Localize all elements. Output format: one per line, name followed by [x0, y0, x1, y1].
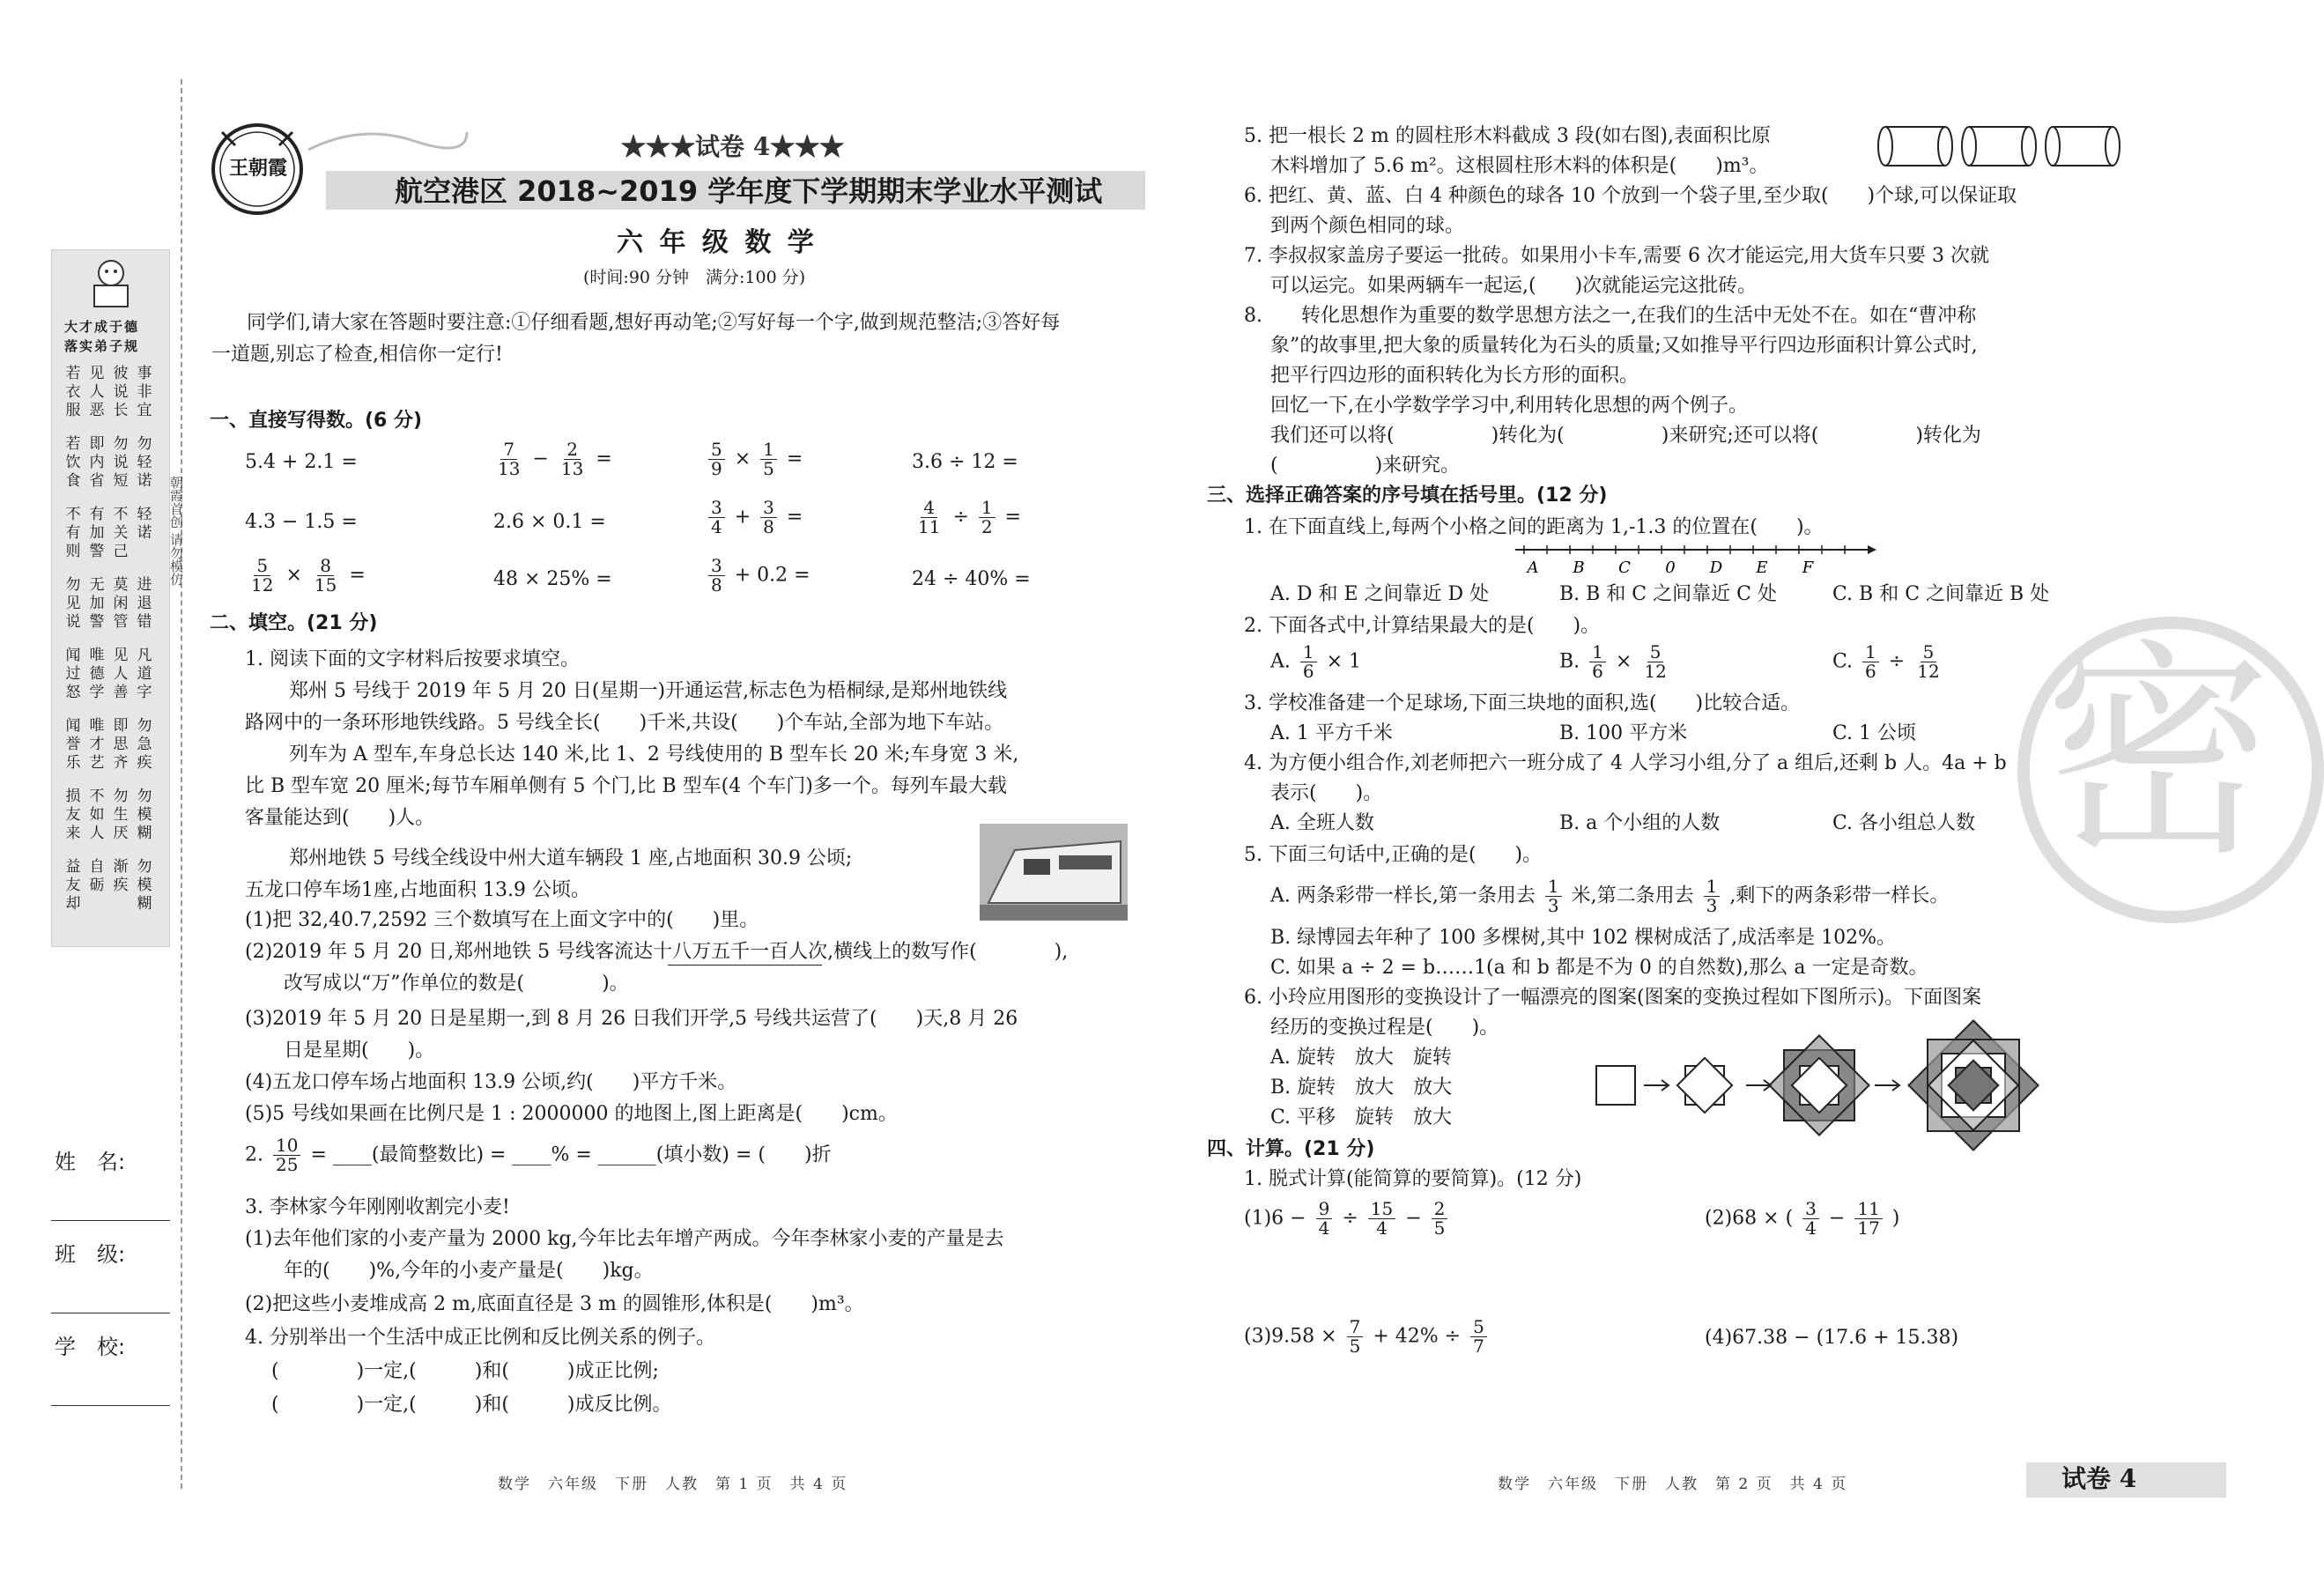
q8-l6: ( )来研究。	[1270, 455, 1461, 477]
c1-c: C. B 和 C 之间靠近 B 处	[1832, 583, 2050, 605]
paper-badge: ★★★试卷 4★★★	[621, 132, 845, 161]
number-line-label: D	[1709, 559, 1723, 577]
c3-a: A. 1 平方千米	[1270, 722, 1393, 744]
motto-column: 莫闲管	[113, 576, 129, 631]
q7-l2: 可以运完。如果两辆车一起运,( )次就能运完这批砖。	[1270, 275, 1758, 297]
q1-p3-l2: 五龙口停车场1座,占地面积 13.9 公顷。	[245, 879, 590, 901]
motto-column: 勿说短	[113, 435, 129, 490]
expr-1: (1)6 − $\frac{9}{4}$ ÷ $\frac{15}{4}$ − $\frac{2}{5}$	[1244, 1200, 1451, 1238]
motto-column: 无加警	[89, 576, 105, 631]
motto-column: 勿轻诺	[137, 435, 152, 490]
ribbon	[308, 123, 467, 159]
section3-title: 三、选择正确答案的序号填在括号里。(12 分)	[1207, 485, 1608, 507]
motto-sidebar	[51, 249, 170, 947]
motto-column: 唯才艺	[89, 717, 105, 772]
q1-p1-l2: 路网中的一条环形地铁线路。5 号线全长( )千米,共设( )个车站,全部为地下车站。	[245, 712, 1004, 734]
q1-p3-l1: 郑州地铁 5 号线全线设中州大道车辆段 1 座,占地面积 30.9 公顷;	[289, 847, 853, 869]
calc-1-1: 5.4 + 2.1 =	[245, 451, 358, 473]
expr-4: (4)67.38 − (17.6 + 15.38)	[1705, 1327, 1959, 1349]
q3-1-l1: (1)去年他们家的小麦产量为 2000 kg,今年比去年增产两成。今年李林家小麦的产量是去	[245, 1228, 1004, 1250]
q8-l1: 8. 转化思想作为重要的数学思想方法之一,在我们的生活中无处不在。如在“曹冲称	[1244, 305, 1977, 327]
q6-l1: 6. 把红、黄、蓝、白 4 种颜色的球各 10 个放到一个袋子里,至少取( )个球,可以保证取	[1244, 185, 2017, 207]
calc-2-4: $\frac{4}{11}$ ÷ $\frac{1}{2}$ =	[918, 497, 1022, 537]
c1-b: B. B 和 C 之间靠近 C 处	[1559, 583, 1777, 605]
number-line-label: E	[1756, 559, 1768, 577]
c6-a: A. 旋转 放大 旋转	[1270, 1047, 1452, 1069]
q1-intro: 1. 阅读下面的文字材料后按要求填空。	[245, 648, 580, 670]
q1-s2-l1: (2)2019 年 5 月 20 日,郑州地铁 5 号线客流达十八万五千一百人次,横线上的数写作( ),	[245, 941, 1069, 963]
motto-column: 见人善	[113, 647, 129, 701]
motto-column: 彼说长	[113, 365, 129, 419]
c4-a: A. 全班人数	[1270, 812, 1374, 834]
calc-3-3: $\frac{3}{8}$ + 0.2 =	[705, 557, 810, 595]
exam-title: 航空港区 2018~2019 学年度下学期期末学业水平测试	[395, 174, 1103, 208]
q2: 2. $\frac{10}{25}$ = ____(最简整数比) = ____% = ______(填小数) = ( )折	[245, 1135, 832, 1175]
q5-l1: 5. 把一根长 2 m 的圆柱形木料截成 3 段(如右图),表面积比原	[1244, 125, 1771, 147]
binding-line	[181, 79, 182, 1489]
q8-l2: 象”的故事里,把大象的质量转化为石头的质量;又如推导平行四边形面积计算公式时,	[1270, 335, 1978, 357]
c6-l2: 经历的变换过程是( )。	[1270, 1017, 1499, 1039]
motto-column: 若饮食	[65, 435, 81, 490]
motto-column: 不如人	[89, 788, 105, 842]
k1: 1. 脱式计算(能简算的要简算)。(12 分)	[1244, 1168, 1582, 1190]
c3: 3. 学校准备建一个足球场,下面三块地的面积,选( )比较合适。	[1244, 692, 1801, 714]
c4-b: B. a 个小组的人数	[1559, 812, 1721, 834]
q1-s5: (5)5 号线如果画在比例尺是 1 : 2000000 的地图上,图上距离是( )cm。	[245, 1103, 898, 1125]
motto-column: 损友来	[65, 788, 81, 842]
motto-column: 自砺	[89, 858, 105, 894]
q4-2: ( )一定,( )和( )成反比例。	[271, 1394, 672, 1416]
q8-l4: 回忆一下,在小学数学学习中,利用转化思想的两个例子。	[1270, 395, 1748, 417]
number-line-label: B	[1573, 559, 1585, 577]
footer-right: 数学 六年级 下册 人教 第 2 页 共 4 页	[1498, 1476, 1848, 1493]
c4-l2: 表示( )。	[1270, 782, 1383, 804]
c5-a: A. 两条彩带一样长,第一条用去 $\frac{1}{3}$ 米,第二条用去 $\frac{1}{3}$ ,剩下的两条彩带一样长。	[1270, 876, 1950, 916]
q1-p2-l1: 列车为 A 型车,车身总长达 140 米,比 1、2 号线使用的 B 型车长 20 米;车身宽 3 米,	[289, 744, 1019, 766]
q8-l5: 我们还可以将( )转化为( )来研究;还可以将( )转化为	[1270, 425, 1981, 447]
q1-p2-l3: 客量能达到( )人。	[245, 807, 435, 829]
motto-column: 唯德学	[89, 647, 105, 701]
q1-p1-l1: 郑州 5 号线于 2019 年 5 月 20 日(星期一)开通运营,标志色为梧桐绿,是郑州地铁线	[289, 680, 1008, 702]
c1-a: A. D 和 E 之间靠近 D 处	[1270, 583, 1490, 605]
calc-3-1: $\frac{5}{12}$ × $\frac{8}{15}$ =	[251, 555, 366, 596]
c6-b: B. 旋转 放大 放大	[1270, 1077, 1453, 1099]
motto-column: 勿生厌	[113, 788, 129, 842]
school-label: 学 校:	[55, 1335, 126, 1359]
c6-c: C. 平移 旋转 放大	[1270, 1106, 1453, 1128]
c3-c: C. 1 公顷	[1832, 722, 1917, 744]
q3-2: (2)把这些小麦堆成高 2 m,底面直径是 3 m 的圆锥形,体积是( )m³。	[245, 1293, 864, 1315]
name-field[interactable]	[51, 1220, 170, 1221]
q3-1-l2: 年的( )%,今年的小麦产量是( )kg。	[284, 1260, 654, 1282]
q4-1: ( )一定,( )和( )成正比例;	[271, 1360, 659, 1382]
c2-b: B. $\frac{1}{6}$ × $\frac{5}{12}$	[1559, 641, 1667, 682]
motto-column: 即思齐	[113, 717, 129, 772]
q1-s4: (4)五龙口停车场占地面积 13.9 公顷,约( )平方千米。	[245, 1071, 737, 1093]
c2-c: C. $\frac{1}{6}$ ÷ $\frac{5}{12}$	[1832, 641, 1940, 682]
calc-2-1: 4.3 − 1.5 =	[245, 511, 358, 533]
sidebar-caption-1: 大才成于德	[64, 319, 140, 335]
number-underline	[668, 965, 822, 966]
logo-text: 王朝霞	[229, 157, 288, 180]
q8-l3: 把平行四边形的面积转化为长方形的面积。	[1270, 365, 1639, 387]
expr-3: (3)9.58 × $\frac{7}{5}$ + 42% ÷ $\frac{5}{7}$	[1244, 1318, 1491, 1356]
number-line-label: F	[1802, 559, 1814, 577]
calc-3-2: 48 × 25% =	[493, 568, 612, 590]
q1-s2-l2: 改写成以“万”作单位的数是( )。	[284, 973, 629, 995]
logo	[204, 115, 310, 220]
motto-grid	[64, 365, 161, 937]
c5-b: B. 绿博园去年种了 100 多棵树,其中 102 棵树成活了,成活率是 102%。	[1270, 927, 1896, 949]
section2-title: 二、填空。(21 分)	[210, 612, 378, 634]
c3-b: B. 100 平方米	[1559, 722, 1688, 744]
transform-pattern-diagram	[1595, 1040, 2053, 1136]
c2: 2. 下面各式中,计算结果最大的是( )。	[1244, 615, 1601, 637]
q1-s3-l1: (3)2019 年 5 月 20 日是星期一,到 8 月 26 日我们开学,5 号线共运营了( )天,8 月 26	[245, 1008, 1018, 1030]
c1: 1. 在下面直线上,每两个小格之间的距离为 1,-1.3 的位置在( )。	[1244, 516, 1824, 538]
calc-3-4: 24 ÷ 40% =	[912, 568, 1031, 590]
class-label: 班 级:	[55, 1242, 126, 1267]
motto-column: 勿模糊	[137, 858, 152, 913]
calc-1-4: 3.6 ÷ 12 =	[912, 451, 1018, 473]
c4-c: C. 各小组总人数	[1832, 812, 1976, 834]
motto-column: 轻诺	[137, 506, 152, 542]
motto-column: 勿模糊	[137, 788, 152, 842]
motto-column: 若衣服	[65, 365, 81, 419]
q1-s1: (1)把 32,40.7,2592 三个数填写在上面文字中的( )里。	[245, 909, 759, 931]
c5-c: C. 如果 a ÷ 2 = b……1(a 和 b 都是不为 0 的自然数),那么 a 一定是奇数。	[1270, 957, 1928, 979]
side-stamp-text: 朝霞首创 请勿模仿	[168, 476, 184, 586]
name-label: 姓 名:	[55, 1150, 126, 1174]
q3: 3. 李林家今年刚刚收割完小麦!	[245, 1196, 510, 1218]
motto-column: 闻誉乐	[65, 717, 81, 772]
school-field[interactable]	[51, 1405, 170, 1406]
expr-2: (2)68 × ( $\frac{3}{4}$ − $\frac{11}{17}$ )	[1705, 1198, 1900, 1239]
calc-2-3: $\frac{3}{4}$ + $\frac{3}{8}$ =	[705, 499, 803, 536]
calc-1-3: $\frac{5}{9}$ × $\frac{1}{5}$ =	[705, 440, 803, 478]
calc-2-2: 2.6 × 0.1 =	[493, 511, 606, 533]
q5-l2: 木料增加了 5.6 m²。这根圆柱形木料的体积是( )m³。	[1270, 155, 1769, 177]
motto-column: 不关己	[113, 506, 129, 560]
c5: 5. 下面三句话中,正确的是( )。	[1244, 844, 1543, 866]
exam-info: (时间:90 分钟 满分:100 分)	[583, 268, 806, 287]
motto-column: 进退错	[137, 576, 152, 631]
intro-line-2: 一道题,别忘了检查,相信你一定行!	[211, 344, 503, 366]
calc-1-2: $\frac{7}{13}$ − $\frac{2}{13}$ =	[498, 439, 612, 479]
q6-l2: 到两个颜色相同的球。	[1270, 215, 1465, 237]
motto-column: 见人恶	[89, 365, 105, 419]
subject-title: 六 年 级 数 学	[617, 227, 818, 258]
motto-column: 勿见说	[65, 576, 81, 631]
number-line-label: A	[1527, 559, 1539, 577]
footer-left: 数学 六年级 下册 人教 第 1 页 共 4 页	[498, 1476, 848, 1493]
motto-column: 事非宜	[137, 365, 152, 419]
q1-s3-l2: 日是星期( )。	[284, 1040, 435, 1062]
mascot-icon	[87, 257, 135, 310]
footer-badge: 试卷 4	[2061, 1464, 2137, 1493]
number-line-label: C	[1618, 559, 1631, 577]
motto-column: 不有则	[65, 506, 81, 560]
motto-column: 即内省	[89, 435, 105, 490]
motto-column: 渐疾	[113, 858, 129, 894]
sidebar-caption-2: 落实弟子规	[64, 338, 140, 354]
watermark: 密	[2044, 621, 2273, 887]
c6-l1: 6. 小玲应用图形的变换设计了一幅漂亮的图案(图案的变换过程如下图所示)。下面图案	[1244, 987, 1982, 1009]
cylinder-diagram	[1876, 123, 2128, 169]
motto-column: 闻过怒	[65, 647, 81, 701]
motto-column: 凡道字	[137, 647, 152, 701]
motto-column: 有加警	[89, 506, 105, 560]
number-line-label: 0	[1665, 559, 1676, 577]
motto-column: 勿急疾	[137, 717, 152, 772]
c4-l1: 4. 为方便小组合作,刘老师把六一班分成了 4 人学习小组,分了 a 组后,还剩 b 人。4a + b	[1244, 752, 2007, 774]
motto-column: 益友却	[65, 858, 81, 913]
q1-p2-l2: 比 B 型车宽 20 厘米;每节车厢单侧有 5 个门,比 B 型车(4 个车门)多一个。每列车最大载	[245, 775, 1007, 797]
q7-l1: 7. 李叔叔家盖房子要运一批砖。如果用小卡车,需要 6 次才能运完,用大货车只要 3 次就	[1244, 245, 1989, 267]
number-line	[1515, 541, 1876, 578]
section4-title: 四、计算。(21 分)	[1207, 1138, 1375, 1160]
c2-a: A. $\frac{1}{6}$ × 1	[1270, 641, 1362, 682]
section1-title: 一、直接写得数。(6 分)	[210, 410, 423, 432]
q4: 4. 分别举出一个生活中成正比例和反比例关系的例子。	[245, 1327, 715, 1349]
intro-line-1: 同学们,请大家在答题时要注意:①仔细看题,想好再动笔;②写好每一个字,做到规范整洁;③答好每	[247, 312, 1061, 334]
subway-train-photo	[980, 824, 1128, 921]
